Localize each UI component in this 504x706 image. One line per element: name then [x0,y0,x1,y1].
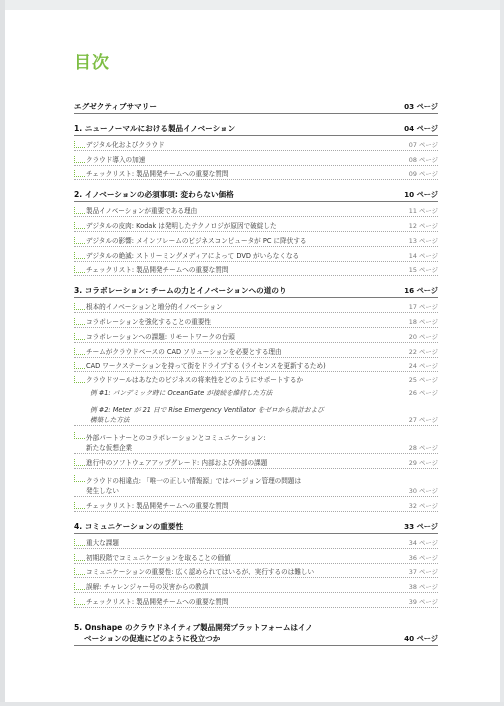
toc-subentry-label: チェックリスト: 製品開発チームへの重要な質問 [86,597,229,606]
toc-subentry-label: クラウドツールはあなたのビジネスの将来性をどのようにサポートするか [86,376,304,385]
toc-section-line2: ベーションの促進にどのように役立つか [84,633,221,643]
toc-section-3[interactable] [74,285,438,298]
toc-subentry[interactable] [74,564,438,579]
toc-subentry-label: チェックリスト: 製品開発チームへの重要な質問 [86,266,229,275]
toc-subentry-page: 22 ページ [408,347,438,356]
toc-subentry-page: 09 ページ [408,170,438,179]
toc-subentry-page: 28 ページ [408,444,438,453]
toc-subentry-page: 11 ページ [408,207,438,216]
tree-connector [74,318,85,325]
toc-subentry-label: チェックリスト: 製品開発チームへの重要な質問 [86,170,229,179]
toc-section-page: 10 ページ [404,190,438,200]
toc-title: 目次 [74,53,110,73]
toc-section-page: 04 ページ [404,124,438,133]
tree-connector [74,141,85,148]
toc-subentry-page: 12 ページ [408,221,438,230]
tree-connector [74,598,85,605]
tree-connector [74,266,85,273]
toc-subentry-page: 24 ページ [408,362,438,371]
tree-connector [74,303,85,310]
toc-subentry-page: 07 ページ [408,140,438,149]
toc-subentry-label: コミュニケーションの重要性: 広く認められてはいるが、実行するのは難しい [86,568,315,577]
toc-section-label: 1. ニューノーマルにおける製品イノベーション [74,124,236,133]
toc-subentry-line1: 外部パートナーとのコラボレーションとコミュニケーション: [86,434,266,443]
tree-connector [74,539,85,546]
toc-example-line2: 構築した方法 [90,416,130,425]
toc-subentry[interactable] [74,469,438,497]
toc-subentry[interactable] [74,247,438,262]
toc-section-1[interactable] [74,123,438,136]
toc-section-page: 40 ページ [404,633,438,643]
tree-connector [74,502,85,509]
toc-subentry[interactable] [74,298,438,313]
toc-entry-label: エグゼクティブサマリー [74,102,157,111]
toc-subentry-page: 30 ページ [408,487,438,496]
toc-example-entry[interactable] [74,398,438,426]
toc-subentry-page: 15 ページ [408,266,438,275]
toc-subentry[interactable] [74,454,438,469]
toc-section-label: 2. イノベーションの必須事項: 変わらない価格 [74,190,234,200]
tree-connector [74,237,85,244]
toc-subentry[interactable] [74,262,438,277]
toc-section-page: 33 ページ [404,521,438,531]
toc-subentry-label: 誤解: チャレンジャー号の災害からの教訓 [86,583,209,592]
toc-subentry-label: デジタル化およびクラウド [86,140,165,149]
toc-section-2[interactable] [74,189,438,202]
toc-subentry-page: 32 ページ [408,501,438,510]
table-of-contents [74,101,438,646]
toc-example-entry[interactable] [74,385,438,398]
tree-connector [74,376,85,383]
toc-subentry-label: デジタルの皮肉: Kodak は発明したテクノロジが原因で破綻した [86,221,277,230]
toc-subentry[interactable] [74,232,438,247]
toc-section-line1: 5. Onshape のクラウドネイティブ製品開発プラットフォームはイノ [74,622,313,632]
toc-subentry-page: 13 ページ [408,236,438,245]
toc-subentry[interactable] [74,593,438,608]
tree-connector [74,554,85,561]
toc-subentry-label: CAD ワークステーションを持って街をドライブする (ライセンスを更新するため) [86,362,326,371]
toc-subentry[interactable] [74,578,438,593]
toc-entry-exec[interactable] [74,101,438,114]
viewer-left-frame [0,0,5,706]
tree-connector [74,170,85,177]
toc-subentry[interactable] [74,497,438,512]
toc-subentry-line1: クラウドの相違点: 「唯一の正しい情報源」ではバージョン管理の問題は [86,477,302,486]
tree-connector [74,222,85,229]
toc-subentry-label: 根本的イノベーションと増分的イノベーション [86,303,223,312]
toc-example-line1: 例 #2: Meter が 21 日で Rise Emergency Ventilator をゼロから設計および [90,406,324,415]
document-page [74,48,438,646]
toc-subentry-page: 36 ページ [408,553,438,562]
toc-example-page: 27 ページ [408,416,438,425]
toc-subentry-page: 18 ページ [408,317,438,326]
viewer-top-frame [0,0,504,10]
toc-subentry[interactable] [74,166,438,181]
toc-subentry-line2: 新たな仮想企業 [86,444,133,453]
tree-connector [74,156,85,163]
toc-subentry-page: 39 ページ [408,597,438,606]
toc-example-label [74,404,324,424]
toc-subentry[interactable] [74,151,438,166]
toc-subentry-page: 14 ページ [408,251,438,260]
toc-subentry-page: 34 ページ [408,538,438,547]
toc-subentry-label: コラボレーションへの課題: リモートワークの台頭 [86,332,235,341]
tree-connector [74,362,85,369]
toc-subentry-label: 初期段階でコミュニケーションを取ることの価値 [86,553,231,562]
toc-subentry[interactable] [74,534,438,549]
toc-subentry[interactable] [74,202,438,217]
toc-subentry[interactable] [74,426,438,454]
toc-subentry-label: 製品イノベーションが重要である理由 [86,207,198,216]
toc-subentry-line2: 発生しない [86,487,119,496]
toc-subentry-label: 進行中のソフトウェアアップグレード: 内部および外部の課題 [86,459,268,468]
tree-connector [74,459,85,466]
toc-subentry[interactable] [74,136,438,151]
toc-subentry-page: 37 ページ [408,568,438,577]
toc-subentry-label: デジタルの絶滅: ストリーミングメディアによって DVD がいらなくなる [86,251,300,260]
viewer-bottom-frame [0,702,504,706]
toc-subentry[interactable] [74,217,438,232]
tree-connector [74,348,85,355]
tree-connector [74,252,85,259]
tree-connector [74,583,85,590]
toc-example-page: 26 ページ [408,389,438,398]
toc-section-label: 4. コミュニケーションの重要性 [74,521,184,531]
toc-subentry-label [74,475,301,495]
toc-example-label: 例 #1: パンデミック時に OceanGate が接続を維持した方法 [90,389,273,398]
tree-connector [74,475,85,482]
toc-subentry-page: 08 ページ [408,155,438,164]
toc-subentry-page: 25 ページ [408,376,438,385]
toc-subentry-page: 20 ページ [408,332,438,341]
tree-connector [74,568,85,575]
tree-connector [74,207,85,214]
toc-subentry-label [74,432,266,452]
toc-subentry-page: 38 ページ [408,583,438,592]
toc-subentry-label: チェックリスト: 製品開発チームへの重要な質問 [86,501,229,510]
toc-section-page: 16 ページ [404,286,438,296]
toc-subentry-page: 29 ページ [408,459,438,468]
toc-subentry[interactable] [74,328,438,343]
toc-section-5[interactable] [74,618,438,646]
toc-subentry[interactable] [74,343,438,358]
toc-section-label [74,622,313,644]
tree-connector [74,333,85,340]
tree-connector [74,432,85,439]
toc-subentry[interactable] [74,358,438,373]
toc-subentry-label: デジタルの影響: メインフレームのビジネスコンピュータが PC に降伏する [86,236,307,245]
toc-subentry-label: 重大な課題 [86,538,119,547]
toc-subentry-label: コラボレーションを強化することの重要性 [86,317,212,326]
toc-subentry[interactable] [74,372,438,385]
toc-section-label: 3. コラボレーション: チームの力とイノベーションへの道のり [74,286,287,296]
toc-entry-page: 03 ページ [404,102,438,111]
toc-subentry[interactable] [74,549,438,564]
viewer-right-frame [500,0,504,706]
toc-section-4[interactable] [74,521,438,534]
toc-subentry-page: 17 ページ [408,303,438,312]
toc-subentry-label: チームがクラウドベースの CAD ソリューションを必要とする理由 [86,347,282,356]
toc-subentry[interactable] [74,313,438,328]
toc-subentry-label: クラウド導入の加速 [86,155,146,164]
